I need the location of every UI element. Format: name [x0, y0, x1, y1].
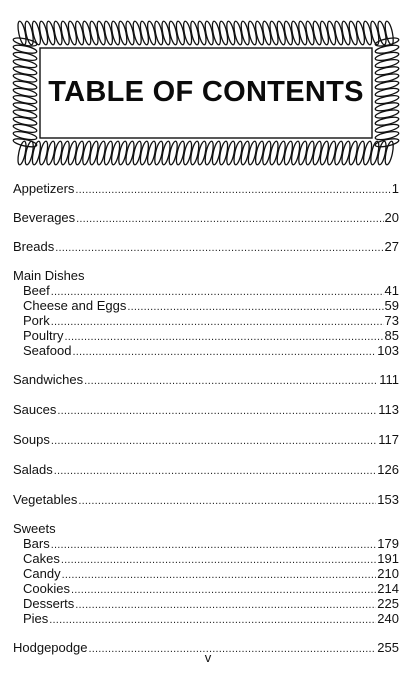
dot-leader [51, 434, 377, 449]
page-number: v [204, 650, 212, 665]
dot-leader [64, 330, 383, 345]
toc-label: Bars [23, 536, 50, 551]
toc-entry-pork[interactable] [13, 313, 399, 328]
toc-entry-soups[interactable] [13, 432, 399, 447]
toc-page: 210 [377, 566, 399, 581]
dot-leader [75, 598, 376, 613]
toc-entry-sandwiches[interactable] [13, 372, 399, 387]
toc-label: Pork [23, 313, 50, 328]
toc-label: Sauces [13, 402, 57, 417]
dot-leader [127, 300, 383, 315]
dot-leader [72, 345, 376, 360]
dot-leader [61, 553, 376, 568]
toc-entry-appetizers[interactable] [13, 181, 399, 196]
toc-entry-desserts[interactable] [13, 596, 399, 611]
toc-label: Pies [23, 611, 49, 626]
toc-label: Hodgepodge [13, 640, 88, 655]
dot-leader [75, 183, 390, 198]
toc-page: 255 [377, 640, 399, 655]
toc-label: Soups [13, 432, 50, 447]
toc-section-sweets: Sweets [13, 521, 56, 536]
toc-page: 179 [377, 536, 399, 551]
toc-label: Poultry [23, 328, 64, 343]
toc-page: 225 [377, 596, 399, 611]
toc-label: Cakes [23, 551, 60, 566]
title-banner [10, 18, 402, 168]
toc-label: Vegetables [13, 492, 78, 507]
toc-page: 117 [378, 432, 399, 447]
toc-entry-salads[interactable] [13, 462, 399, 477]
toc-label: Breads [13, 239, 55, 254]
toc-page: 20 [384, 210, 399, 225]
toc-page: 103 [377, 343, 399, 358]
toc-entry-seafood[interactable] [13, 343, 399, 358]
dot-leader [49, 613, 376, 628]
toc-label: Beef [23, 283, 50, 298]
toc-label: Cookies [23, 581, 70, 596]
table-of-contents [13, 177, 399, 655]
toc-page: 214 [377, 581, 399, 596]
toc-page: 85 [384, 328, 399, 343]
toc-entry-beverages[interactable] [13, 210, 399, 225]
dot-leader [54, 464, 377, 479]
toc-entry-cakes[interactable] [13, 551, 399, 566]
dot-leader [51, 315, 384, 330]
toc-page: 113 [378, 402, 399, 417]
toc-entry-beef[interactable] [13, 283, 399, 298]
toc-page: 240 [377, 611, 399, 626]
toc-entry-vegetables[interactable] [13, 492, 399, 507]
dot-leader [51, 538, 377, 553]
toc-section-main-dishes: Main Dishes [13, 268, 85, 283]
toc-label: Sandwiches [13, 372, 84, 387]
toc-page: 73 [384, 313, 399, 328]
dot-leader [55, 241, 383, 256]
toc-entry-breads[interactable] [13, 239, 399, 254]
toc-label: Cheese and Eggs [23, 298, 127, 313]
toc-entry-cheese-and-eggs[interactable] [13, 298, 399, 313]
toc-entry-pies[interactable] [13, 611, 399, 626]
dot-leader [71, 583, 376, 598]
toc-label: Salads [13, 462, 53, 477]
toc-page: 191 [377, 551, 399, 566]
toc-page: 27 [384, 239, 399, 254]
toc-label: Appetizers [13, 181, 75, 196]
toc-page: 1 [391, 181, 399, 196]
dot-leader [76, 212, 383, 227]
toc-label: Seafood [23, 343, 72, 358]
page-title: TABLE OF CONTENTS [48, 76, 364, 108]
toc-entry-candy[interactable] [13, 566, 399, 581]
toc-page: 153 [377, 492, 399, 507]
toc-entry-sauces[interactable] [13, 402, 399, 417]
dot-leader [84, 374, 378, 389]
toc-page: 41 [384, 283, 399, 298]
toc-page: 59 [384, 298, 399, 313]
dot-leader [62, 568, 377, 583]
dot-leader [78, 494, 376, 509]
toc-entry-cookies[interactable] [13, 581, 399, 596]
toc-label: Candy [23, 566, 61, 581]
toc-label: Desserts [23, 596, 75, 611]
toc-entry-poultry[interactable] [13, 328, 399, 343]
toc-entry-bars[interactable] [13, 536, 399, 551]
dot-leader [57, 404, 377, 419]
toc-label: Beverages [13, 210, 76, 225]
toc-page: 111 [379, 372, 399, 387]
toc-page: 126 [377, 462, 399, 477]
